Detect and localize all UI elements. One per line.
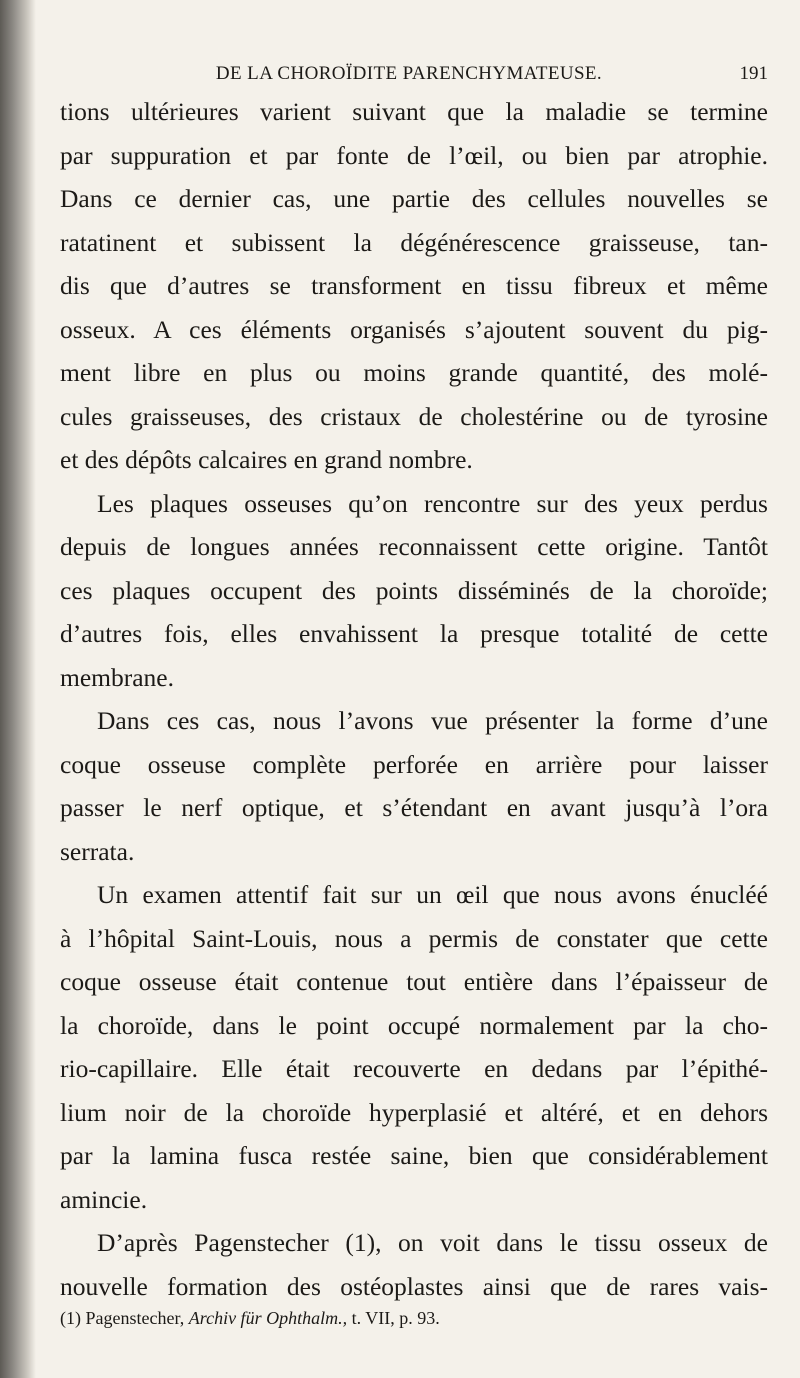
body-text bbox=[60, 90, 768, 1308]
text-line: par la lamina fusca restée saine, bien que considérablement bbox=[60, 1141, 768, 1170]
running-head-title: DE LA CHOROÏDITE PARENCHYMATEUSE. bbox=[215, 63, 603, 84]
text-line: Dans ce dernier cas, une partie des cellules nouvelles se bbox=[60, 184, 768, 213]
text-line: rio-capillaire. Elle était recouverte en dedans par l’épithé- bbox=[60, 1054, 768, 1083]
text-line: ment libre en plus ou moins grande quantité, des molé- bbox=[60, 358, 768, 387]
footnote-marker: (1) bbox=[60, 1308, 81, 1328]
text-line: osseux. A ces éléments organisés s’ajoutent souvent du pig- bbox=[60, 314, 768, 344]
text-line: D’après Pagenstecher (1), on voit dans le tissu osseux de bbox=[97, 1228, 768, 1257]
book-page bbox=[50, 0, 790, 1378]
footnote-reference: t. VII, p. 93. bbox=[351, 1308, 440, 1328]
text-line: depuis de longues années reconnaissent cette origine. Tantôt bbox=[60, 532, 768, 561]
text-line: dis que d’autres se transforment en tissu fibreux et même bbox=[60, 271, 768, 300]
text-line: cules graisseuses, des cristaux de cholestérine ou de tyrosine bbox=[60, 401, 768, 431]
text-line: et des dépôts calcaires en grand nombre. bbox=[60, 445, 473, 474]
footnote-journal: Archiv für Ophthalm., bbox=[188, 1308, 348, 1328]
text-line: d’autres fois, elles envahissent la presque totalité de cette bbox=[60, 619, 768, 648]
footnote-author: Pagenstecher, bbox=[85, 1308, 185, 1328]
page-number: 191 bbox=[739, 63, 768, 84]
text-line: ces plaques occupent des points disséminés de la choroïde; bbox=[60, 575, 768, 605]
book-spine-shadow bbox=[0, 0, 36, 1378]
text-line: Les plaques osseuses qu’on rencontre sur des yeux perdus bbox=[97, 488, 768, 518]
text-line: coque osseuse était contenue tout entière dans l’épaisseur de bbox=[60, 967, 768, 996]
text-line: par suppuration et par fonte de l’œil, ou bien par atrophie. bbox=[60, 140, 768, 170]
text-line: amincie. bbox=[60, 1184, 148, 1214]
text-line: nouvelle formation des ostéoplastes ainsi que de rares vais- bbox=[60, 1271, 768, 1301]
text-line: la choroïde, dans le point occupé normalement par la cho- bbox=[60, 1010, 768, 1040]
text-line: Dans ces cas, nous l’avons vue présenter la forme d’une bbox=[97, 706, 768, 735]
running-head bbox=[50, 60, 768, 90]
text-line: serrata. bbox=[60, 836, 135, 866]
text-line: ratatinent et subissent la dégénérescence graisseuse, tan- bbox=[60, 227, 768, 257]
footnote bbox=[60, 1306, 440, 1330]
text-line: à l’hôpital Saint-Louis, nous a permis de constater que cette bbox=[60, 923, 768, 953]
text-line: coque osseuse complète perforée en arrière pour laisser bbox=[60, 749, 768, 779]
text-line: lium noir de la choroïde hyperplasié et altéré, et en dehors bbox=[60, 1097, 768, 1127]
text-line: Un examen attentif fait sur un œil que nous avons énucléé bbox=[97, 880, 768, 909]
text-line: membrane. bbox=[60, 662, 174, 692]
text-line: passer le nerf optique, et s’étendant en avant jusqu’à l’ora bbox=[60, 793, 768, 822]
text-line: tions ultérieures varient suivant que la maladie se termine bbox=[60, 97, 768, 126]
